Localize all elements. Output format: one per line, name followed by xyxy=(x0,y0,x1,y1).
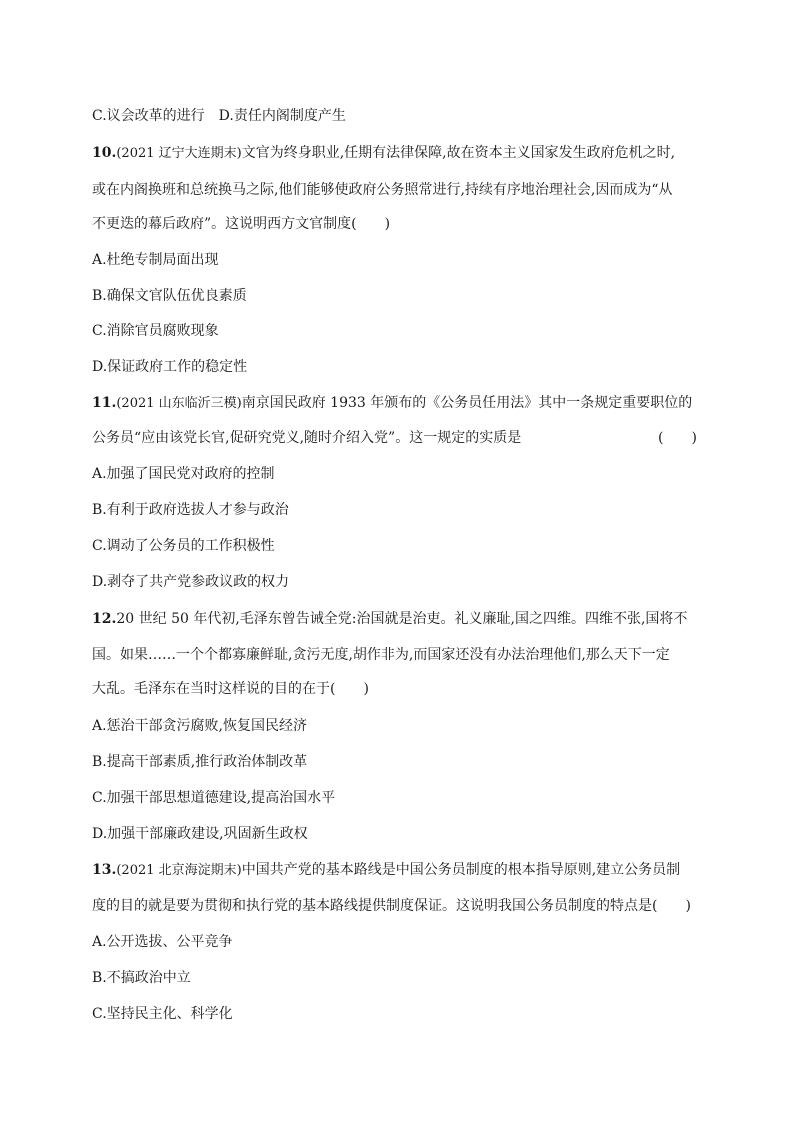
q13-source: (2021 北京海淀期末) xyxy=(116,863,242,878)
q13-stem-line-1 xyxy=(92,860,680,881)
q10-stem-line-1 xyxy=(92,143,675,164)
q13-stem-line-2: 度的目的就是要为贯彻和执行党的基本路线提供制度保证。这说明我国公务员制度的特点是( ) xyxy=(92,898,691,914)
q11-stem-line-1 xyxy=(92,393,692,414)
q10-number: 10. xyxy=(92,145,117,161)
q12-stem-line-3: 大乱。毛泽东在当时这样说的目的在于( ) xyxy=(92,681,369,697)
q11-number: 11. xyxy=(92,395,117,411)
q12-stem-line-2: 国。如果……一个个都寡廉鲜耻,贪污无度,胡作非为,而国家还没有办法治理他们,那么天下一定 xyxy=(92,647,670,663)
q11-stem-text-1: 南京国民政府 1933 年颁布的《公务员任用法》其中一条规定重要职位的 xyxy=(241,395,693,411)
q11-option-d: D.剥夺了共产党参政议政的权力 xyxy=(92,574,290,590)
q12-option-c: C.加强干部思想道德建设,提高治国水平 xyxy=(92,790,336,806)
q11-option-a: A.加强了国民党对政府的控制 xyxy=(92,466,275,482)
q11-source: (2021 山东临沂三模) xyxy=(116,396,242,411)
q10-stem-line-3: 不更迭的幕后政府”。这说明西方文官制度( ) xyxy=(92,216,391,232)
q10-source: (2021 辽宁大连期末) xyxy=(116,146,242,161)
q11-option-b: B.有利于政府选拔人才参与政治 xyxy=(92,502,289,518)
q12-option-a: A.惩治干部贪污腐败,恢复国民经济 xyxy=(92,718,308,734)
q13-option-a: A.公开选拔、公平竞争 xyxy=(92,934,233,950)
q13-option-b: B.不搞政治中立 xyxy=(92,970,191,986)
q10-option-a: A.杜绝专制局面出现 xyxy=(92,252,219,268)
q11-answer-paren: ( ) xyxy=(658,430,697,446)
q10-option-d: D.保证政府工作的稳定性 xyxy=(92,359,248,375)
q13-option-c: C.坚持民主化、科学化 xyxy=(92,1006,233,1022)
q11-option-c: C.调动了公务员的工作积极性 xyxy=(92,538,275,554)
q12-option-d: D.加强干部廉政建设,巩固新生政权 xyxy=(92,826,308,842)
q10-stem-text-1: 文官为终身职业,任期有法律保障,故在资本主义国家发生政府危机之时, xyxy=(241,145,676,161)
q13-stem-text-1: 中国共产党的基本路线是中国公务员制度的根本指导原则,建立公务员制 xyxy=(241,862,681,878)
q12-stem-text-1: 20 世纪 50 年代初,毛泽东曾告诫全党:治国就是治吏。礼义廉耻,国之四维。四维不张,国将不 xyxy=(116,611,688,627)
q10-stem-line-2: 或在内阁换班和总统换马之际,他们能够使政府公务照常进行,持续有序地治理社会,因而成为“从 xyxy=(92,182,673,198)
q13-number: 13. xyxy=(92,862,117,878)
q11-stem-line-2: 公务员“应由该党长官,促研究党义,随时介绍入党”。这一规定的实质是 xyxy=(92,430,522,446)
q9-options-cd: C.议会改革的进行 D.责任内阁制度产生 xyxy=(92,108,346,124)
q12-option-b: B.提高干部素质,推行政治体制改革 xyxy=(92,754,308,770)
q10-option-c: C.消除官员腐败现象 xyxy=(92,323,219,339)
q10-option-b: B.确保文官队伍优良素质 xyxy=(92,288,247,304)
q12-stem-line-1 xyxy=(92,609,687,629)
q12-number: 12. xyxy=(92,611,117,627)
